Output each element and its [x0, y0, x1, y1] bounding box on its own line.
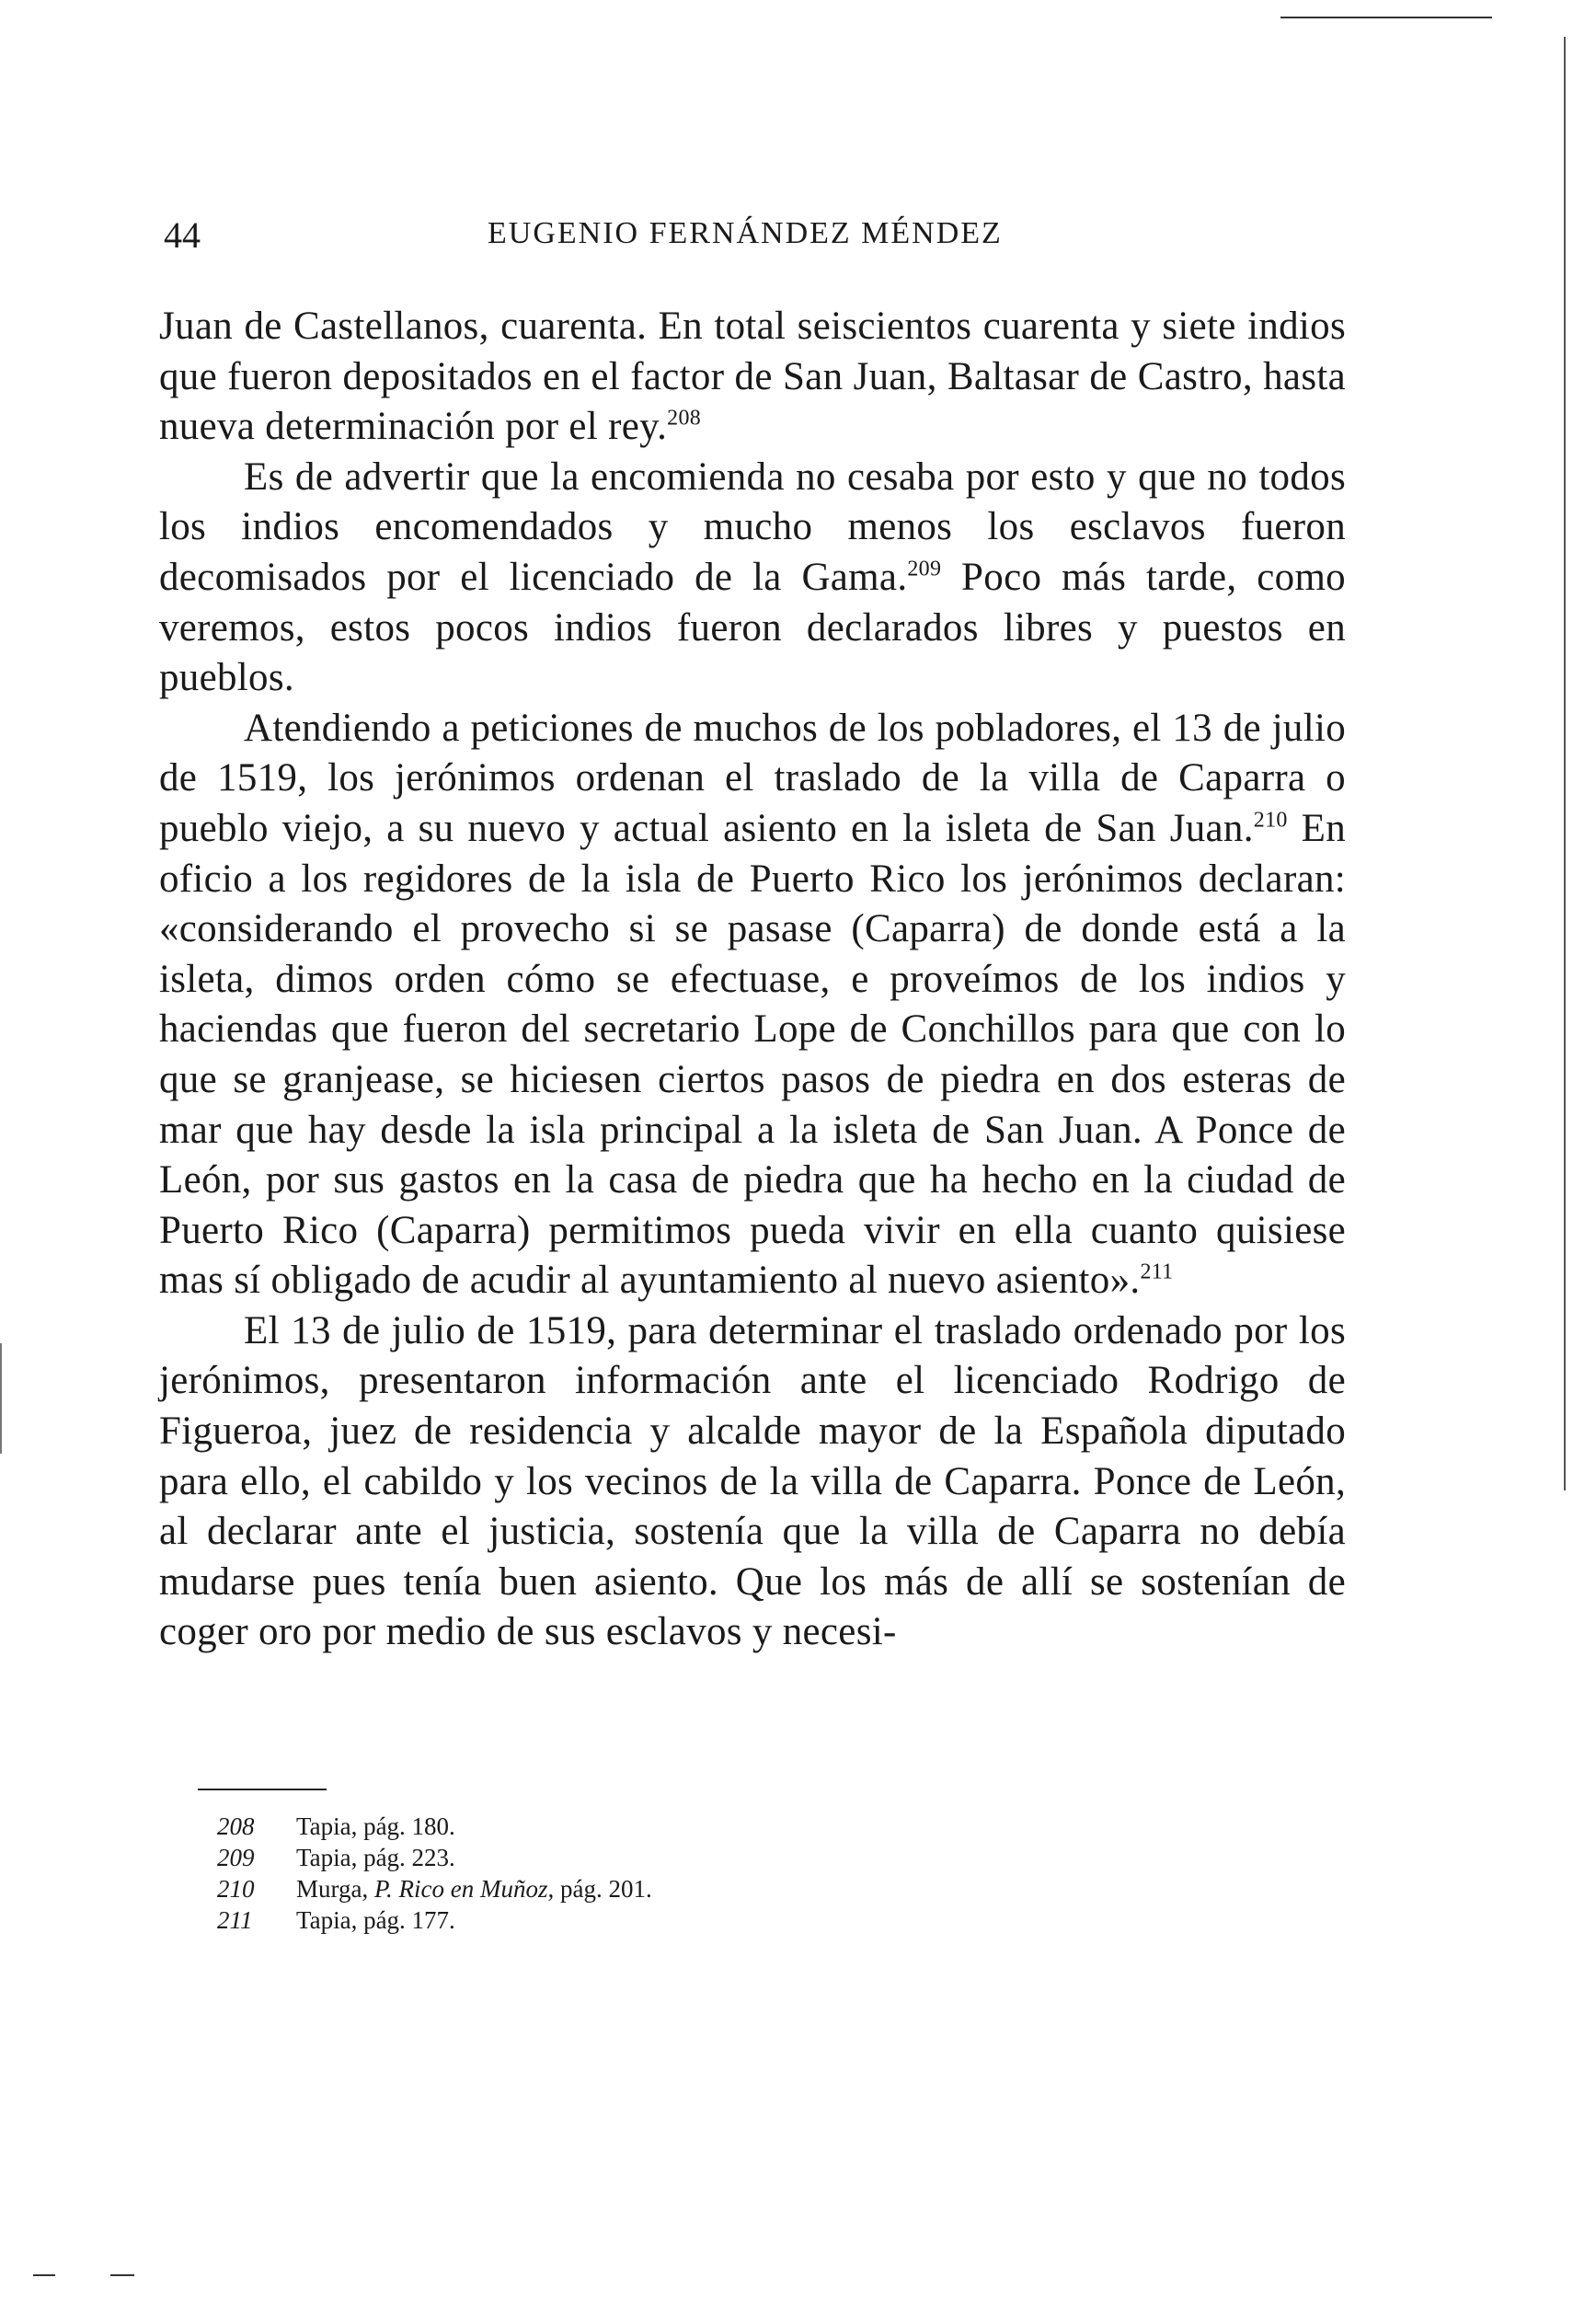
paragraph-text: Atendiendo a peticiones de muchos de los pobladores, el 13 de julio de 1519, los jerónimos ordenan el traslado de la villa de Caparra o pueblo viejo, a su nuevo y actual asiento en la isleta de San Juan.: [159, 706, 1346, 850]
footnote-divider: [198, 1789, 327, 1790]
running-head: EUGENIO FERNÁNDEZ MÉNDEZ: [488, 216, 1003, 250]
footnotes: [217, 1811, 652, 1936]
footnote-title-italic: P. Rico en Muñoz,: [374, 1875, 555, 1903]
paragraph-text: En oficio a los regidores de la isla de Puerto Rico los jerónimos declaran: «considerando el provecho si se pasase (Caparra) de donde está a la isleta, dimos orden cómo se efectuase, e proveímos de los indios y haciendas que fueron del secretario Lope de Conchillos para que con lo que se granjease, se hiciesen ciertos pasos de piedra en dos esteras de mar que hay desde la isla principal a la isleta de San Juan. A Ponce de León, por sus gastos en la casa de piedra que ha hecho en la ciudad de Puerto Rico (Caparra) permitimos pueda vivir en ella cuanto quisiese mas sí obligado de acudir al ayuntamiento al nuevo asiento».: [159, 806, 1346, 1303]
footnote-text: Tapia, pág. 177.: [296, 1906, 455, 1934]
footnote-ref: 209: [907, 557, 942, 581]
footnote-text: Tapia, pág. 223.: [296, 1844, 455, 1871]
footnote-ref: 211: [1140, 1260, 1174, 1284]
scan-artifact-tick: [110, 2274, 134, 2276]
paragraph-text: El 13 de julio de 1519, para determinar el traslado ordenado por los jerónimos, presentaron información ante el licenciado Rodrigo de Figueroa, juez de residencia y alcalde mayor de la Española diputado para ello, el cabildo y los vecinos de la villa de Caparra. Ponce de León, al declarar ante el justicia, sostenía que la villa de Caparra no debía mudarse pues tenía buen asiento. Que los más de allí se sostenían de coger oro por medio de sus esclavos y necesi-: [159, 1308, 1346, 1654]
footnote-211: [217, 1904, 652, 1936]
footnote-ref: 210: [1253, 808, 1288, 833]
paragraph-4: [159, 1306, 1346, 1658]
footnote-number: 210: [217, 1875, 255, 1903]
footnote-ref: 208: [667, 406, 702, 431]
paragraph-text: Es de advertir que la encomienda no cesaba por esto y que no todos los indios encomendados y mucho menos los esclavos fueron decomisados por el licenciado de la Gama.: [159, 454, 1346, 599]
page-number: 44: [164, 214, 201, 256]
paragraph-2: [159, 453, 1346, 704]
footnote-number: 208: [217, 1812, 255, 1840]
footnote-text: Tapia, pág. 180.: [296, 1812, 455, 1840]
footnote-text-part: Murga,: [296, 1875, 374, 1903]
paragraph-text: Juan de Castellanos, cuarenta. En total seiscientos cuarenta y siete indios que fueron depositados en el factor de San Juan, Baltasar de Castro, hasta nueva determinación por el rey.: [159, 305, 1346, 449]
footnote-208: [217, 1811, 652, 1842]
footnote-text: [296, 1875, 652, 1903]
scan-artifact-tick: [33, 2274, 55, 2276]
paragraph-1: [159, 302, 1346, 453]
footnote-210: [217, 1873, 652, 1904]
footnote-number: 209: [217, 1844, 255, 1871]
scan-artifact-rule: [1280, 17, 1492, 18]
footnote-text-part: pág. 201.: [554, 1875, 652, 1903]
paragraph-3: [159, 704, 1346, 1306]
scan-page-edge-right: [1564, 37, 1566, 1490]
paragraph-text: Poco más tarde, como veremos, estos pocos indios fueron declarados libres y puestos en pueblos.: [159, 555, 1346, 700]
body-text: [159, 302, 1346, 1658]
footnote-209: [217, 1842, 652, 1873]
scan-page-edge-left: [0, 1343, 2, 1454]
footnote-number: 211: [217, 1906, 253, 1934]
